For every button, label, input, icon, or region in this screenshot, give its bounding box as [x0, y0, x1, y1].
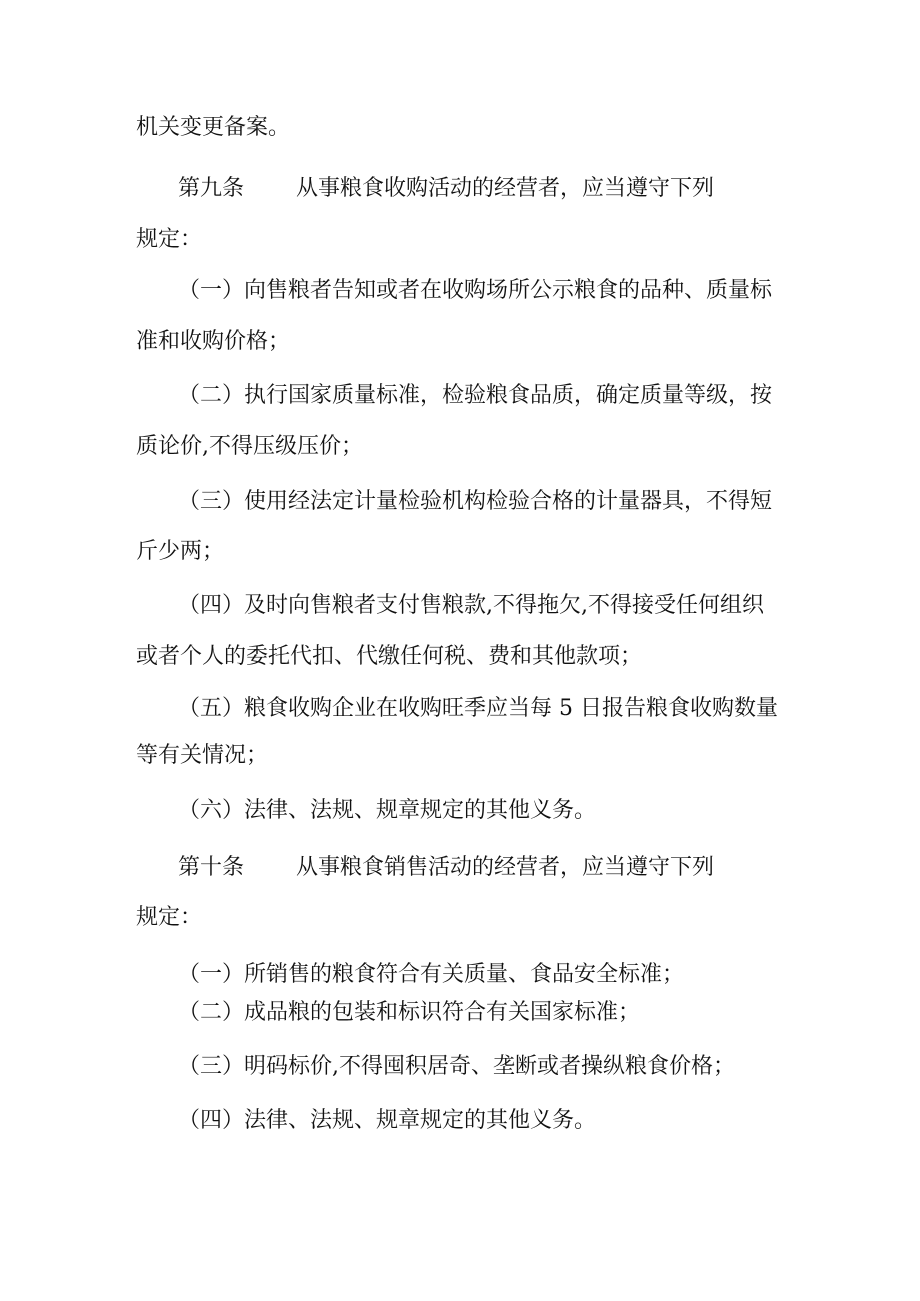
article-9-heading [178, 174, 714, 204]
article-9-lead: 从事粮食收购活动的经营者，应当遵守下列 [296, 176, 715, 201]
article-9-item-1-line-2: 准和收购价格； [136, 329, 291, 354]
article-9-item-3-line-2: 斤少两； [136, 539, 225, 564]
previous-article-tail: 机关变更备案。 [136, 115, 291, 140]
article-9-item-2-line-2: 质论价,不得压级压价； [136, 434, 363, 459]
article-10-item-4: （四）法律、法规、规章规定的其他义务。 [178, 1108, 597, 1133]
article-9-item-4-line-1: （四）及时向售粮者支付售粮款,不得拖欠,不得接受任何组织 [178, 593, 764, 618]
article-9-lead-continued: 规定： [136, 227, 203, 252]
article-10-item-3: （三）明码标价,不得囤积居奇、垄断或者操纵粮食价格； [178, 1054, 735, 1079]
article-9-item-2-line-1: （二）执行国家质量标准，检验粮食品质，确定质量等级，按 [178, 383, 773, 408]
article-9-item-3-line-1: （三）使用经法定计量检验机构检验合格的计量器具，不得短 [178, 489, 773, 514]
article-10-number: 第十条 [178, 855, 245, 880]
article-10-item-2: （二）成品粮的包装和标识符合有关国家标准； [178, 1000, 641, 1025]
article-10-lead-continued: 规定： [136, 905, 203, 930]
article-10-item-1: （一）所销售的粮食符合有关质量、食品安全标准； [178, 962, 685, 987]
article-9-item-4-line-2: 或者个人的委托代扣、代缴任何税、费和其他款项； [136, 644, 643, 669]
article-9-item-5-line-1: （五）粮食收购企业在收购旺季应当每 5 日报告粮食收购数量 [178, 696, 778, 721]
article-10-heading [178, 853, 714, 883]
article-9-item-6: （六）法律、法规、规章规定的其他义务。 [178, 798, 597, 823]
article-9-item-5-line-2: 等有关情况； [136, 743, 269, 768]
article-9-number: 第九条 [178, 176, 245, 201]
article-10-lead: 从事粮食销售活动的经营者，应当遵守下列 [296, 855, 715, 880]
article-9-item-1-line-1: （一）向售粮者告知或者在收购场所公示粮食的品种、质量标 [178, 278, 773, 303]
